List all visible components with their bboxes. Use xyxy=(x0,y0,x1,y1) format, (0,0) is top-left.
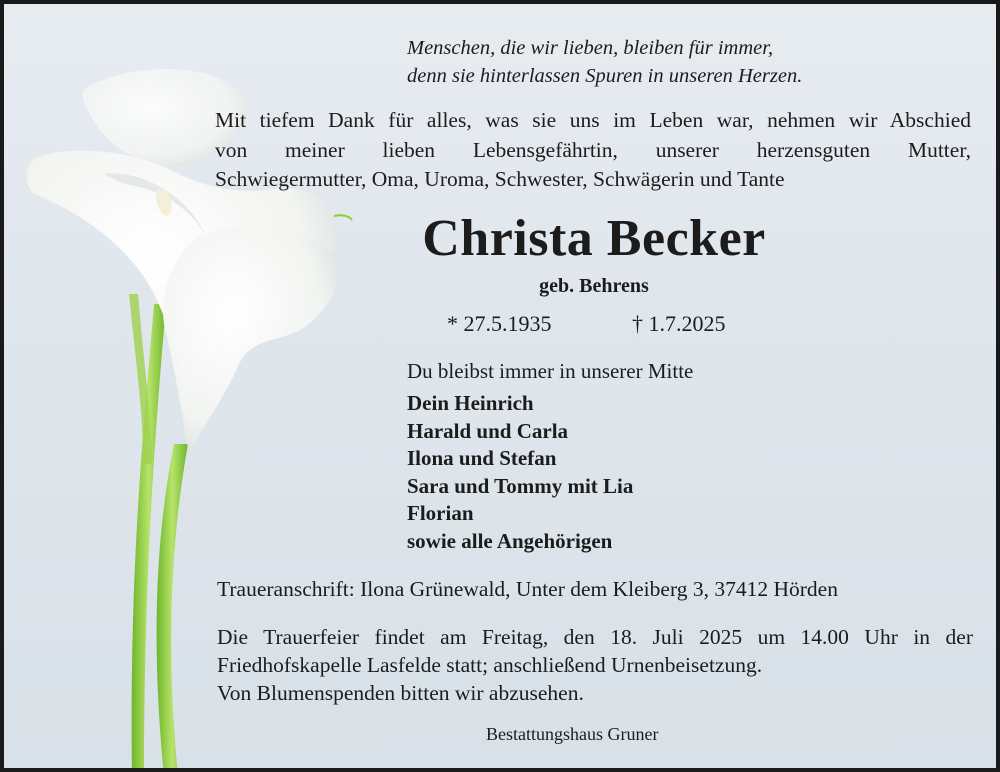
motto-line: denn sie hinterlassen Spuren in unseren Herzen. xyxy=(407,65,803,87)
mourner: Ilona und Stefan xyxy=(407,446,557,470)
intro-line: Schwiegermutter, Oma, Uroma, Schwester, Schwägerin und Tante xyxy=(215,167,785,191)
mourners-list xyxy=(407,390,633,555)
intro-line: von meiner lieben Lebensgefährtin, unserer herzensguten Mutter, xyxy=(215,137,971,162)
mourner: sowie alle Angehörigen xyxy=(407,528,613,553)
motto xyxy=(407,34,802,90)
service-info xyxy=(217,623,973,707)
motto-line: Menschen, die wir lieben, bleiben für immer, xyxy=(407,37,774,59)
mourning-address: Traueranschrift: Ilona Grünewald, Unter dem Kleiberg 3, 37412 Hörden xyxy=(217,577,838,601)
intro-text xyxy=(215,106,971,195)
service-line: Die Trauerfeier findet am Freitag, den 18. Juli 2025 um 14.00 Uhr in der xyxy=(217,625,973,649)
mourner: Harald und Carla xyxy=(407,418,569,443)
mourner: Florian xyxy=(407,501,474,525)
maiden-name: geb. Behrens xyxy=(539,275,649,297)
death-date: † 1.7.2025 xyxy=(632,311,726,336)
intro-line: Mit tiefem Dank für alles, was sie uns im Leben war, nehmen wir Abschied xyxy=(215,108,971,132)
service-line: Von Blumenspenden bitten wir abzusehen. xyxy=(217,681,584,705)
birth-date: * 27.5.1935 xyxy=(447,311,552,336)
service-line: Friedhofskapelle Lasfelde statt; anschließend Urnenbeisetzung. xyxy=(217,653,763,677)
undertaker-name: Bestattungshaus Gruner xyxy=(486,724,659,744)
mourner: Sara und Tommy mit Lia xyxy=(407,473,634,498)
mourner: Dein Heinrich xyxy=(407,391,534,415)
remembrance-line: Du bleibst immer in unserer Mitte xyxy=(407,359,694,383)
deceased-name: Christa Becker xyxy=(422,210,766,267)
